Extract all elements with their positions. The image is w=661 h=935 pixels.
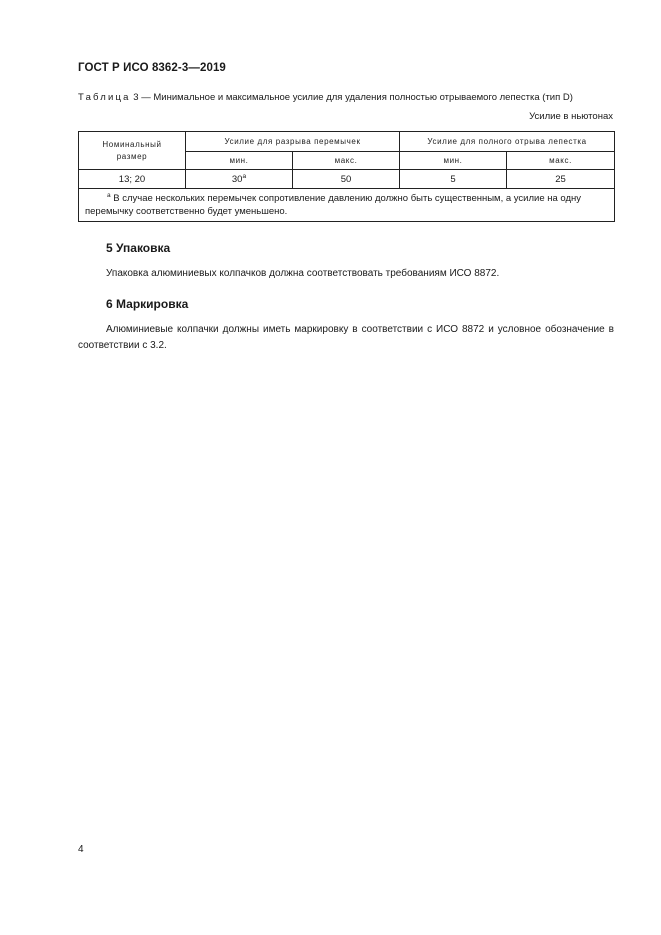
subheader-full-max: макс.	[507, 152, 615, 170]
section-5-text: Упаковка алюминиевых колпачков должна соответствовать требованиям ИСО 8872.	[106, 268, 500, 279]
table-footnote-row	[79, 189, 615, 222]
section-5-title: 5 Упаковка	[106, 241, 171, 255]
footnote-text1: В случае нескольких перемычек сопротивление давлению должно быть существенным, а усилие на одну	[110, 193, 582, 204]
table-units: Усилие в ньютонах	[529, 111, 613, 122]
header-nominal-line2: размер	[116, 151, 148, 161]
cell-bridge-min-value: 30	[231, 173, 243, 185]
header-nominal-size	[79, 132, 186, 170]
cell-size: 13; 20	[79, 170, 186, 189]
footnote-ref: а	[242, 172, 247, 180]
table-row	[79, 170, 615, 189]
footnote-marker: а	[107, 191, 111, 199]
table-caption	[78, 92, 573, 103]
cell-full-min: 5	[400, 170, 507, 189]
section-6-title: 6 Маркировка	[106, 297, 189, 311]
header-bridge-force: Усилие для разрыва перемычек	[186, 132, 400, 152]
cell-bridge-max: 50	[293, 170, 400, 189]
table-caption-text: 3 — Минимальное и максимальное усилие для удаления полностью отрываемого лепестка (тип D)	[130, 92, 573, 103]
header-nominal-line1: Номинальный	[102, 139, 162, 149]
force-table	[78, 131, 615, 222]
page-number: 4	[78, 844, 84, 855]
footnote-line2: перемычку соответственно будет уменьшено.	[85, 206, 288, 217]
standard-designation: ГОСТ Р ИСО 8362-3—2019	[78, 62, 226, 74]
header-full-force: Усилие для полного отрыва лепестка	[400, 132, 615, 152]
footnote-line1	[85, 192, 608, 205]
cell-bridge-min	[186, 170, 293, 189]
table-header-row	[79, 132, 615, 152]
section-6-text: Алюминиевые колпачки должны иметь маркировку в соответствии с ИСО 8872 и условное обозначение в соответствии с 3.2.	[78, 324, 614, 351]
table-caption-label: Таблица	[78, 92, 131, 103]
subheader-bridge-max: макс.	[293, 152, 400, 170]
subheader-full-min: мин.	[400, 152, 507, 170]
subheader-bridge-min: мин.	[186, 152, 293, 170]
table-footnote	[79, 189, 615, 222]
cell-full-max: 25	[507, 170, 615, 189]
